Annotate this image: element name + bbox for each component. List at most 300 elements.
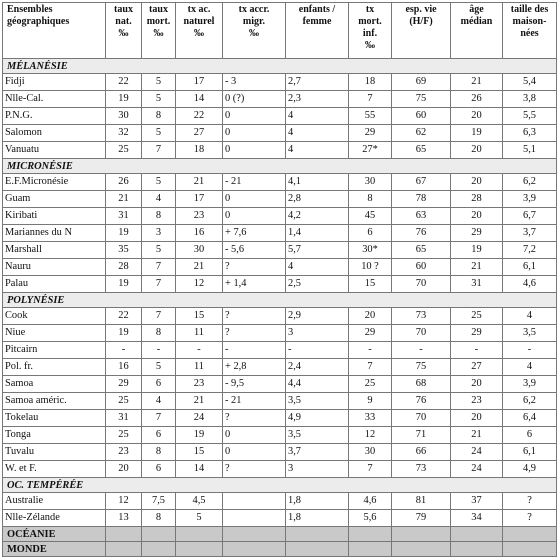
row-label: P.N.G. — [3, 108, 106, 125]
table-cell: 6 — [349, 225, 392, 242]
table-cell: 69 — [392, 74, 451, 91]
table-cell: 6 — [503, 427, 557, 444]
table-cell: 23 — [451, 393, 503, 410]
table-cell: ? — [503, 510, 557, 527]
table-cell: - 3 — [223, 74, 286, 91]
section-title: MÉLANÉSIE — [3, 59, 557, 74]
table-cell: 11 — [176, 325, 223, 342]
table-cell: 70 — [392, 410, 451, 427]
table-cell — [286, 527, 349, 542]
table-cell: 2,4 — [286, 359, 349, 376]
table-cell: + 2,8 — [223, 359, 286, 376]
table-cell: 20 — [349, 308, 392, 325]
table-cell: 21 — [451, 259, 503, 276]
row-label: Mariannes du N — [3, 225, 106, 242]
row-label: Nlle-Cal. — [3, 91, 106, 108]
table-cell: 0 (?) — [223, 91, 286, 108]
row-label: Australie — [3, 493, 106, 510]
table-cell: 19 — [451, 125, 503, 142]
table-cell: 6 — [142, 461, 176, 478]
table-cell: 3,5 — [286, 427, 349, 444]
table-cell: 4 — [286, 142, 349, 159]
table-cell: 25 — [106, 142, 142, 159]
header-text: naturel — [183, 16, 215, 27]
header-death-rate — [142, 3, 176, 59]
table-cell: 71 — [392, 427, 451, 444]
header-natural-increase — [176, 3, 223, 59]
table-row — [3, 510, 557, 527]
header-text: enfants / — [298, 4, 336, 15]
table-cell: - — [349, 342, 392, 359]
table-cell: 4 — [503, 308, 557, 325]
table-row — [3, 174, 557, 191]
header-text: ‰ — [153, 28, 164, 39]
row-label: Pol. fr. — [3, 359, 106, 376]
table-cell: 28 — [106, 259, 142, 276]
header-text: (H/F) — [409, 16, 433, 27]
header-text: Ensembles — [7, 4, 53, 15]
table-cell: 5 — [142, 91, 176, 108]
table-cell: 2,3 — [286, 91, 349, 108]
table-cell: 6,1 — [503, 259, 557, 276]
table-cell: 19 — [451, 242, 503, 259]
table-cell: 16 — [106, 359, 142, 376]
header-text: géographiques — [7, 16, 70, 27]
table-row — [3, 91, 557, 108]
table-row — [3, 276, 557, 293]
table-cell: 3,8 — [503, 91, 557, 108]
header-row — [3, 3, 557, 59]
table-cell: ? — [223, 325, 286, 342]
table-cell: 63 — [392, 208, 451, 225]
table-cell: 22 — [176, 108, 223, 125]
table-cell: 1,8 — [286, 510, 349, 527]
header-text: mort. — [358, 16, 382, 27]
table-cell: - — [223, 342, 286, 359]
table-row — [3, 191, 557, 208]
table-cell: 45 — [349, 208, 392, 225]
table-cell: 25 — [106, 427, 142, 444]
table-cell: 18 — [349, 74, 392, 91]
table-cell: - — [286, 342, 349, 359]
table-cell: 62 — [392, 125, 451, 142]
table-cell — [451, 542, 503, 557]
header-text: ‰ — [365, 40, 375, 51]
table-cell: 17 — [176, 74, 223, 91]
table-cell — [176, 542, 223, 557]
header-text: taux — [149, 4, 168, 15]
table-cell: 3 — [142, 225, 176, 242]
table-cell: + 7,6 — [223, 225, 286, 242]
table-cell: 3,5 — [503, 325, 557, 342]
table-cell: 21 — [451, 74, 503, 91]
row-label: Fidji — [3, 74, 106, 91]
table-cell: 68 — [392, 376, 451, 393]
table-cell: 6 — [142, 427, 176, 444]
row-label: Pitcairn — [3, 342, 106, 359]
table-cell: 3,9 — [503, 191, 557, 208]
table-cell: ? — [223, 461, 286, 478]
demographics-table — [2, 2, 557, 557]
table-cell: 3,7 — [286, 444, 349, 461]
table-cell: 29 — [349, 325, 392, 342]
table-row — [3, 376, 557, 393]
table-cell: 23 — [106, 444, 142, 461]
table-cell: 73 — [392, 308, 451, 325]
table-cell: 30 — [349, 174, 392, 191]
table-cell: 31 — [106, 410, 142, 427]
section-row — [3, 59, 557, 74]
table-cell: 24 — [451, 444, 503, 461]
table-row — [3, 342, 557, 359]
table-cell: - — [503, 342, 557, 359]
table-cell: - 21 — [223, 393, 286, 410]
header-text: migr. — [242, 16, 266, 27]
table-cell: ? — [503, 493, 557, 510]
table-row — [3, 359, 557, 376]
table-cell: 4 — [142, 393, 176, 410]
table-cell: 22 — [106, 308, 142, 325]
header-text: esp. vie — [405, 4, 437, 15]
table-cell: 6,7 — [503, 208, 557, 225]
table-cell: 2,9 — [286, 308, 349, 325]
table-cell: 26 — [451, 91, 503, 108]
table-cell: 70 — [392, 276, 451, 293]
table-cell: 6,2 — [503, 174, 557, 191]
table-row — [3, 308, 557, 325]
header-text: taille des — [510, 4, 549, 15]
row-label: Palau — [3, 276, 106, 293]
table-cell: 15 — [176, 308, 223, 325]
table-cell: 7 — [142, 276, 176, 293]
table-cell: 22 — [106, 74, 142, 91]
table-cell: 20 — [451, 174, 503, 191]
table-row — [3, 427, 557, 444]
table-cell: 29 — [106, 376, 142, 393]
table-cell: ? — [223, 259, 286, 276]
table-cell: 4,9 — [286, 410, 349, 427]
table-row — [3, 444, 557, 461]
table-cell: 20 — [451, 108, 503, 125]
table-cell: ? — [223, 410, 286, 427]
table-cell — [503, 527, 557, 542]
table-cell — [176, 527, 223, 542]
table-cell: 19 — [106, 325, 142, 342]
header-text: ‰ — [118, 28, 129, 39]
table-cell: 3,7 — [503, 225, 557, 242]
table-cell: 3,9 — [503, 376, 557, 393]
table-cell: 65 — [392, 242, 451, 259]
table-cell: 55 — [349, 108, 392, 125]
row-label: Tokelau — [3, 410, 106, 427]
row-label: Tuvalu — [3, 444, 106, 461]
table-cell: - — [176, 342, 223, 359]
table-cell: 20 — [106, 461, 142, 478]
table-cell: 6,4 — [503, 410, 557, 427]
table-cell: 4 — [286, 108, 349, 125]
table-cell: 7,5 — [142, 493, 176, 510]
header-text: ‰ — [194, 28, 204, 39]
table-cell: 4,4 — [286, 376, 349, 393]
table-cell: 67 — [392, 174, 451, 191]
header-text: âge — [469, 4, 484, 15]
table-cell: - 9,5 — [223, 376, 286, 393]
table-cell: 25 — [349, 376, 392, 393]
table-cell: 5 — [142, 242, 176, 259]
table-cell: 8 — [349, 191, 392, 208]
table-cell: 7 — [142, 259, 176, 276]
table-row — [3, 325, 557, 342]
table-cell: - 21 — [223, 174, 286, 191]
table-cell: 7 — [349, 461, 392, 478]
table-cell: 79 — [392, 510, 451, 527]
table-cell: 19 — [106, 91, 142, 108]
row-label: Nlle-Zélande — [3, 510, 106, 527]
table-row — [3, 242, 557, 259]
table-cell: 14 — [176, 91, 223, 108]
table-cell — [392, 527, 451, 542]
row-label: Marshall — [3, 242, 106, 259]
table-cell: 0 — [223, 208, 286, 225]
table-cell: 6,3 — [503, 125, 557, 142]
header-text: femme — [302, 16, 332, 27]
header-household-size — [503, 3, 557, 59]
table-cell: 4,6 — [349, 493, 392, 510]
row-label: W. et F. — [3, 461, 106, 478]
table-cell: 5,6 — [349, 510, 392, 527]
table-cell: 5 — [142, 125, 176, 142]
total-row — [3, 527, 557, 542]
table-cell: 19 — [106, 225, 142, 242]
table-cell: 19 — [106, 276, 142, 293]
section-title: POLYNÉSIE — [3, 293, 557, 308]
table-cell: 6,1 — [503, 444, 557, 461]
table-cell: 81 — [392, 493, 451, 510]
header-text: nat. — [115, 16, 132, 27]
table-cell: 4,1 — [286, 174, 349, 191]
table-cell: - — [451, 342, 503, 359]
table-cell: 5,5 — [503, 108, 557, 125]
table-cell: 1,4 — [286, 225, 349, 242]
table-cell — [349, 527, 392, 542]
table-cell: 25 — [106, 393, 142, 410]
table-cell — [142, 527, 176, 542]
total-label: MONDE — [3, 542, 106, 557]
table-cell: 30 — [349, 444, 392, 461]
table-cell: 4,9 — [503, 461, 557, 478]
total-row — [3, 542, 557, 557]
table-row — [3, 108, 557, 125]
table-row — [3, 393, 557, 410]
table-cell — [223, 542, 286, 557]
table-cell — [392, 542, 451, 557]
table-cell: 7 — [142, 410, 176, 427]
table-cell: 27* — [349, 142, 392, 159]
table-cell: 8 — [142, 208, 176, 225]
table-cell: 0 — [223, 125, 286, 142]
table-cell: 5,7 — [286, 242, 349, 259]
section-row — [3, 293, 557, 308]
table-cell: 31 — [451, 276, 503, 293]
header-region — [3, 3, 106, 59]
table-cell: 3 — [286, 461, 349, 478]
row-label: Samoa — [3, 376, 106, 393]
table-cell: 76 — [392, 225, 451, 242]
table-cell — [503, 542, 557, 557]
header-life-expectancy — [392, 3, 451, 59]
table-cell: 28 — [451, 191, 503, 208]
table-cell — [286, 542, 349, 557]
row-label: Tonga — [3, 427, 106, 444]
table-cell: 30 — [176, 242, 223, 259]
table-cell: 12 — [106, 493, 142, 510]
table-cell: 9 — [349, 393, 392, 410]
table-cell: 12 — [176, 276, 223, 293]
table-cell: - — [142, 342, 176, 359]
table-cell: 66 — [392, 444, 451, 461]
section-title: OC. TEMPÉRÉE — [3, 478, 557, 493]
table-cell: 4 — [142, 191, 176, 208]
table-cell: 20 — [451, 410, 503, 427]
table-cell: 7,2 — [503, 242, 557, 259]
table-cell: 7 — [142, 142, 176, 159]
table-cell: 75 — [392, 91, 451, 108]
table-cell — [223, 493, 286, 510]
table-cell: 15 — [176, 444, 223, 461]
table-cell — [349, 542, 392, 557]
table-cell: 27 — [451, 359, 503, 376]
table-cell: 3,5 — [286, 393, 349, 410]
table-cell: 21 — [176, 174, 223, 191]
table-cell: 2,5 — [286, 276, 349, 293]
table-cell: 8 — [142, 444, 176, 461]
table-cell: 7 — [142, 308, 176, 325]
table-cell: 25 — [451, 308, 503, 325]
table-cell: 4,2 — [286, 208, 349, 225]
table-cell — [106, 527, 142, 542]
table-cell: 0 — [223, 427, 286, 444]
header-fertility — [286, 3, 349, 59]
header-text: tx — [365, 4, 375, 15]
table-cell: 65 — [392, 142, 451, 159]
table-row — [3, 259, 557, 276]
table-cell: 0 — [223, 191, 286, 208]
table-cell: 0 — [223, 108, 286, 125]
section-title: MICRONÉSIE — [3, 159, 557, 174]
table-cell: 23 — [176, 376, 223, 393]
table-row — [3, 493, 557, 510]
table-cell: 32 — [106, 125, 142, 142]
table-cell: 20 — [451, 376, 503, 393]
header-text: médian — [460, 16, 493, 27]
table-cell: 70 — [392, 325, 451, 342]
table-cell: 24 — [451, 461, 503, 478]
section-row — [3, 478, 557, 493]
table-cell: 27 — [176, 125, 223, 142]
table-cell: 17 — [176, 191, 223, 208]
table-cell: 13 — [106, 510, 142, 527]
table-cell: 21 — [451, 427, 503, 444]
table-cell: 20 — [451, 142, 503, 159]
table-cell: 29 — [349, 125, 392, 142]
table-row — [3, 142, 557, 159]
header-text: ‰ — [249, 28, 259, 39]
table-cell: 5 — [176, 510, 223, 527]
table-cell: 2,8 — [286, 191, 349, 208]
header-text: inf. — [362, 28, 378, 39]
table-cell: 5 — [142, 359, 176, 376]
table-cell: 7 — [349, 359, 392, 376]
row-label: Cook — [3, 308, 106, 325]
table-cell: 5,1 — [503, 142, 557, 159]
table-cell: - 5,6 — [223, 242, 286, 259]
table-cell: 4 — [503, 359, 557, 376]
table-cell: 29 — [451, 325, 503, 342]
table-cell: 4 — [286, 259, 349, 276]
row-label: Samoa améric. — [3, 393, 106, 410]
table-cell — [223, 527, 286, 542]
table-cell: - — [106, 342, 142, 359]
table-row — [3, 208, 557, 225]
row-label: Guam — [3, 191, 106, 208]
table-container — [2, 2, 557, 557]
table-cell: 0 — [223, 142, 286, 159]
row-label: Niue — [3, 325, 106, 342]
header-median-age — [451, 3, 503, 59]
table-row — [3, 461, 557, 478]
table-cell: 7 — [349, 91, 392, 108]
table-cell: 1,8 — [286, 493, 349, 510]
row-label: E.F.Micronésie — [3, 174, 106, 191]
table-cell: 15 — [349, 276, 392, 293]
table-cell: 10 ? — [349, 259, 392, 276]
row-label: Vanuatu — [3, 142, 106, 159]
table-cell: - — [392, 342, 451, 359]
table-cell: 33 — [349, 410, 392, 427]
table-cell: 8 — [142, 325, 176, 342]
table-cell: 2,7 — [286, 74, 349, 91]
table-cell: 0 — [223, 444, 286, 461]
table-cell: 5,4 — [503, 74, 557, 91]
table-cell: 30 — [106, 108, 142, 125]
table-cell: 6 — [142, 376, 176, 393]
row-label: Nauru — [3, 259, 106, 276]
header-text: nées — [520, 28, 539, 39]
table-cell: 21 — [176, 259, 223, 276]
section-row — [3, 159, 557, 174]
table-cell: 60 — [392, 259, 451, 276]
table-cell: 4 — [286, 125, 349, 142]
row-label: Kiribati — [3, 208, 106, 225]
table-row — [3, 125, 557, 142]
header-text: tx accr. — [238, 4, 270, 15]
table-cell: 29 — [451, 225, 503, 242]
header-infant-mortality — [349, 3, 392, 59]
table-cell: 4,5 — [176, 493, 223, 510]
table-row — [3, 225, 557, 242]
table-cell: 5 — [142, 174, 176, 191]
table-cell: 24 — [176, 410, 223, 427]
total-label: OCÉANIE — [3, 527, 106, 542]
table-cell — [106, 542, 142, 557]
table-cell: + 1,4 — [223, 276, 286, 293]
table-cell: 21 — [106, 191, 142, 208]
table-cell: 75 — [392, 359, 451, 376]
table-cell: 14 — [176, 461, 223, 478]
table-cell: 19 — [176, 427, 223, 444]
table-cell: 35 — [106, 242, 142, 259]
table-cell: 73 — [392, 461, 451, 478]
